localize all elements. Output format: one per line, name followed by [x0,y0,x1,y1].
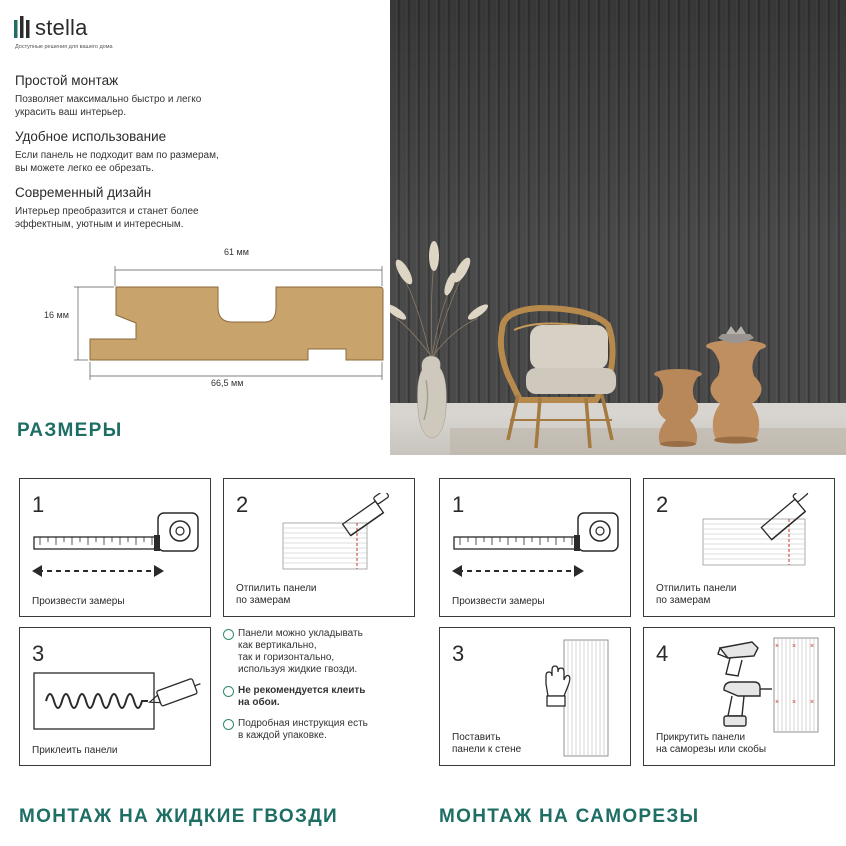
svg-text:×: × [792,699,797,706]
glue-step-3-card [19,627,211,766]
tape-measure-icon [450,507,625,587]
step-caption: Произвести замеры [32,596,125,607]
stapler-icon [718,642,758,676]
check-icon [223,686,234,697]
drill-icon [724,682,772,726]
step-caption: Приклеить панели [32,745,118,756]
step-number: 2 [656,492,669,517]
svg-text:×: × [810,643,815,650]
side-table-large [706,326,766,444]
note-instructions: Подробная инструкция есть в каждой упаковке. [238,718,368,741]
feature-title-design: Современный дизайн [15,185,152,200]
svg-text:×: × [775,699,780,706]
feature-desc-usage: Если панель не подходит вам по размерам, вы можете легко ее обрезать. [15,150,219,174]
brand-tagline: Доступные решения для вашего дома [15,44,113,50]
step-caption: Отпилить панели по замерам [656,583,737,606]
check-icon [223,719,234,730]
dim-height: 16 мм [44,310,69,320]
dim-width-top: 61 мм [224,247,249,257]
note-no-wallpaper: Не рекомендуется клеить на обои. [238,685,366,708]
glue-step-2-card [223,478,415,617]
glue-zigzag-icon [30,663,205,733]
tape-measure-icon [30,507,205,587]
panel-profile-drawing [70,240,390,390]
feature-desc-design: Интерьер преобразится и станет более эффектным, уютным и интересным. [15,206,199,230]
step-number: 3 [32,641,45,666]
svg-text:×: × [775,643,780,650]
stella-logo-icon [14,16,32,38]
step-caption: Произвести замеры [452,596,545,607]
glove-hand-icon [546,666,570,696]
step-number: 2 [236,492,249,517]
screws-step-2-card [643,478,835,617]
step-number: 3 [452,641,465,666]
side-table-small [654,369,702,447]
screws-step-1-card [439,478,631,617]
check-icon [223,629,234,640]
screws-section-title: МОНТАЖ НА САМОРЕЗЫ [439,806,700,827]
feature-title-usage: Удобное использование [15,129,167,144]
feature-desc-install: Позволяет максимально быстро и легко украсить ваш интерьер. [15,94,202,118]
step-caption: Поставить панели к стене [452,732,522,755]
saw-cutting-panel-icon [279,493,409,573]
brand-name: stella [35,15,88,40]
svg-text:×: × [792,643,797,650]
panel-on-wall-icon [540,636,620,761]
saw-cutting-panel-icon [699,493,829,573]
glue-step-1-card [19,478,211,617]
step-number: 1 [452,492,465,517]
screws-step-3-card [439,627,631,766]
glue-section-title: МОНТАЖ НА ЖИДКИЕ ГВОЗДИ [19,806,338,827]
svg-text:×: × [810,699,815,706]
screws-step-4-card [643,627,835,766]
stapler-drill-icon [714,634,829,734]
dim-width-bottom: 66,5 мм [211,378,244,388]
step-caption: Отпилить панели по замерам [236,583,317,606]
sizes-title: РАЗМЕРЫ [17,420,123,441]
panel-profile-shape [90,287,383,360]
interior-photo [390,0,846,455]
note-orientation: Панели можно укладывать как вертикально, так и горизонтально, используя жидкие гвозди. [238,628,363,675]
step-number: 1 [32,492,45,517]
step-number: 4 [656,641,669,666]
feature-title-install: Простой монтаж [15,73,119,88]
step-caption: Прикрутить панели на саморезы или скобы [656,732,767,755]
